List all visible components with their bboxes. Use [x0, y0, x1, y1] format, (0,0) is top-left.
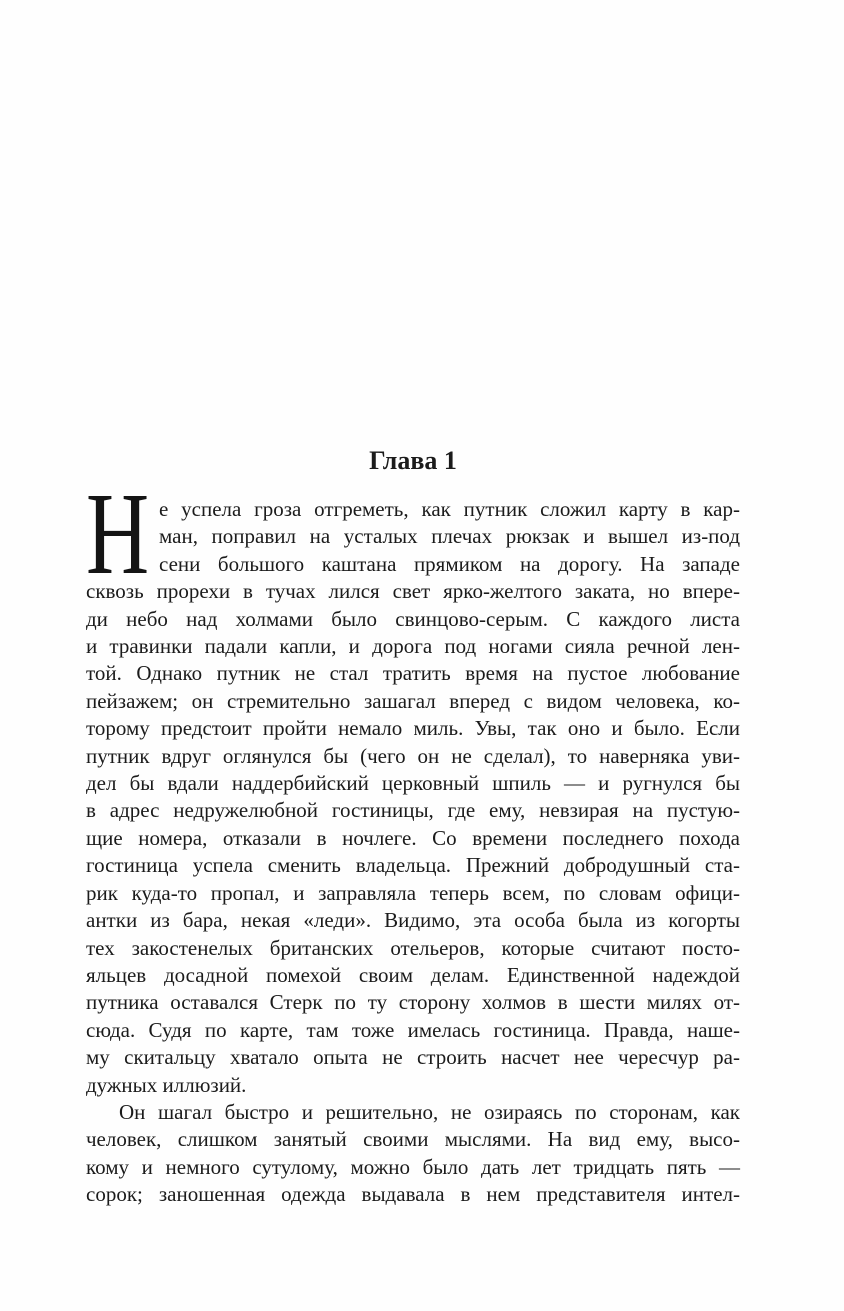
text-line: сюда. Судя по карте, там тоже имелась гостиница. Правда, наше-: [86, 1017, 740, 1042]
text-line: кому и немного сутулому, можно было дать лет тридцать пять —: [86, 1154, 740, 1179]
text-line: сени большого каштана прямиком на дорогу. На западе: [159, 551, 740, 576]
text-line: в адрес недружелюбной гостиницы, где ему, невзирая на пустую-: [86, 798, 740, 823]
text-line: рик куда-то пропал, и заправляла теперь всем, по словам офици-: [86, 880, 740, 905]
text-line: путник вдруг оглянулся бы (чего он не сделал), то наверняка уви-: [86, 743, 740, 768]
text-line: сквозь прорехи в тучах лился свет ярко-желтого заката, но впере-: [86, 579, 740, 604]
text-line: человек, слишком занятый своими мыслями. На вид ему, высо-: [86, 1127, 740, 1152]
text-line: тех закостенелых британских отельеров, которые считают посто-: [86, 935, 740, 960]
text-line: антки из бара, некая «леди». Видимо, эта особа была из когорты: [86, 908, 740, 933]
text-line: яльцев досадной помехой своим делам. Единственной надеждой: [86, 962, 740, 987]
paragraph: [86, 468, 740, 1099]
text-line: гостиница успела сменить владельца. Прежний добродушный ста-: [86, 853, 740, 878]
paragraph: [86, 1099, 740, 1209]
text-line: той. Однако путник не стал тратить время на пустое любование: [86, 661, 740, 686]
text-line: Он шагал быстро и решительно, не озираясь по сторонам, как: [119, 1099, 740, 1124]
text-line: ман, поправил на усталых плечах рюкзак и вышел из-под: [159, 524, 740, 549]
body-text: [86, 468, 740, 1209]
text-line: сорок; заношенная одежда выдавала в нем представителя интел-: [86, 1182, 740, 1207]
text-line: путника оставался Стерк по ту сторону холмов в шести милях от-: [86, 990, 740, 1015]
dropcap-letter: Н: [86, 468, 150, 599]
text-line: ди небо над холмами было свинцово-серым. С каждого листа: [86, 606, 740, 631]
text-line: щие номера, отказали в ночлеге. Со времени последнего похода: [86, 825, 740, 850]
text-line: му скитальцу хватало опыта не строить насчет нее чересчур ра-: [86, 1045, 740, 1070]
text-line: пейзажем; он стремительно зашагал вперед с видом человека, ко-: [86, 688, 740, 713]
text-line: дел бы вдали наддербийский церковный шпиль — и ругнулся бы: [86, 771, 740, 796]
text-line: и травинки падали капли, и дорога под ногами сияла речной лен-: [86, 634, 740, 659]
text-line: дужных иллюзий.: [86, 1072, 247, 1097]
chapter-heading: Глава 1: [369, 446, 457, 475]
text-line: е успела гроза отгреметь, как путник сложил карту в кар-: [159, 497, 740, 521]
text-line: торому предстоит пройти немало миль. Увы, так оно и было. Если: [86, 716, 740, 741]
